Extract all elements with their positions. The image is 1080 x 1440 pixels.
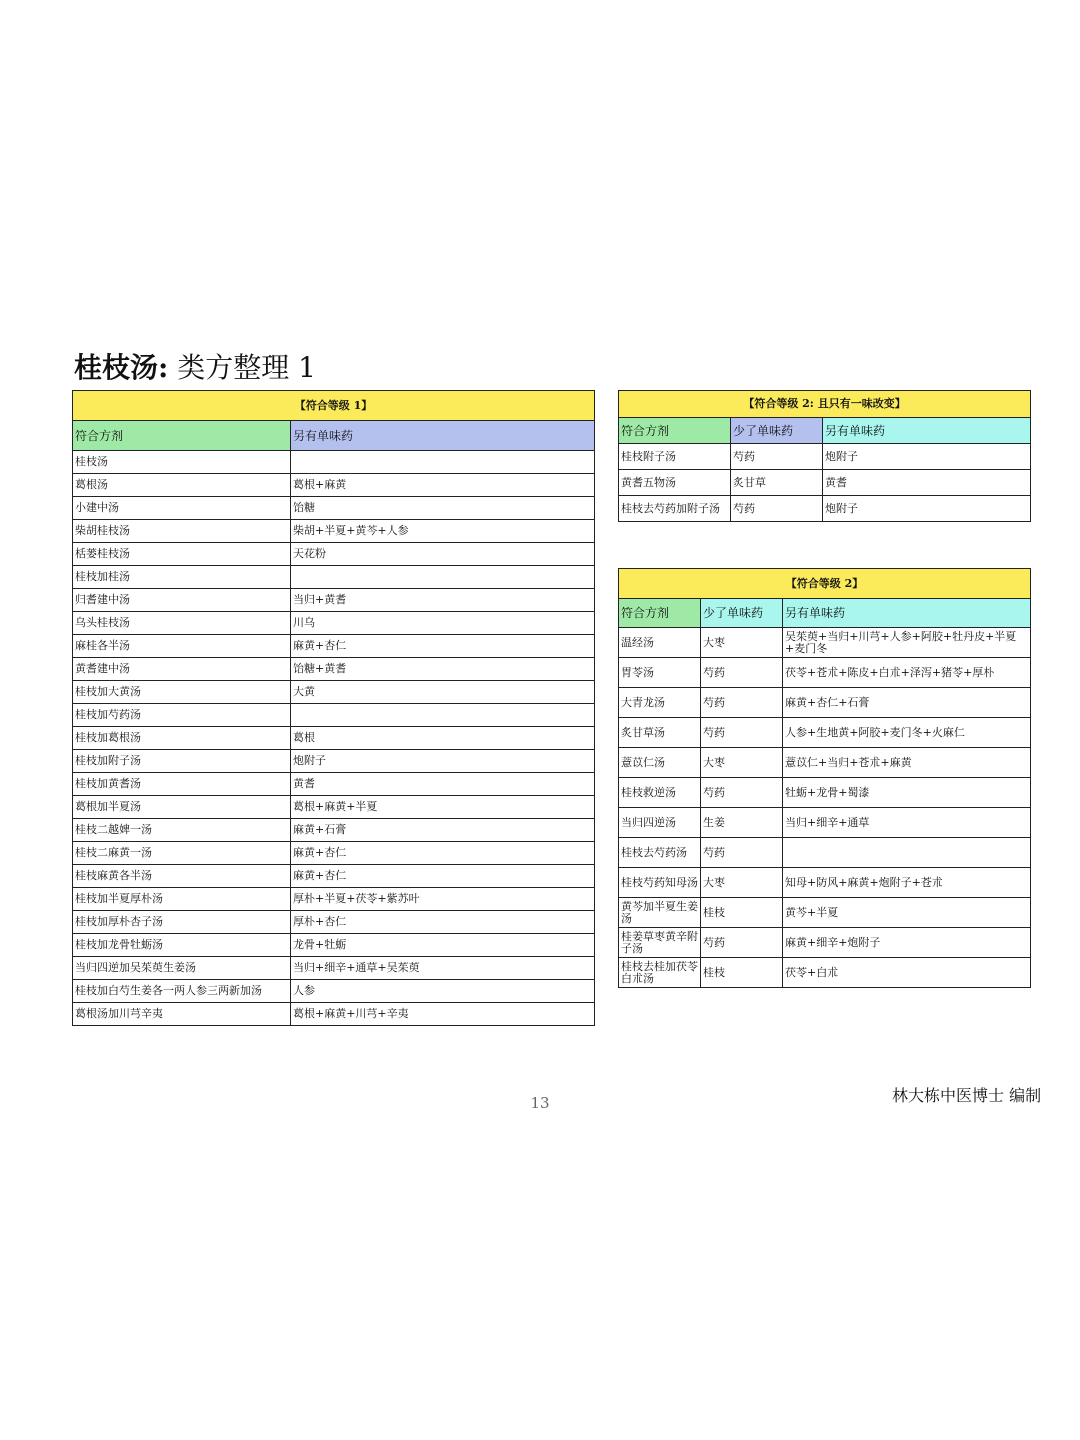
table-row: [73, 727, 595, 750]
table-row: [73, 635, 595, 658]
table-cell: 大黄: [291, 681, 595, 704]
table-row: [73, 796, 595, 819]
table-cell: 厚朴+半夏+茯苓+紫苏叶: [291, 888, 595, 911]
table-row: [619, 868, 1031, 898]
col-header-added-herbs: 另有单味药: [823, 418, 1031, 444]
table-cell: 桂枝加葛根汤: [73, 727, 291, 750]
table-cell: 当归+细辛+通草+吴茱萸: [291, 957, 595, 980]
table-cell: 桂枝: [701, 898, 783, 928]
table-cell: 桂枝加黄耆汤: [73, 773, 291, 796]
table-cell: 桂枝加桂汤: [73, 566, 291, 589]
table-cell: 生姜: [701, 808, 783, 838]
table-cell: 炮附子: [823, 444, 1031, 470]
table-row: [73, 612, 595, 635]
table-grade-2-single-change-banner: 【符合等级 2: 且只有一味改变】: [619, 391, 1031, 418]
table-row: [73, 474, 595, 497]
page-title: [74, 350, 316, 386]
table-grade-1-banner: 【符合等级 1】: [73, 391, 595, 421]
table-row: [619, 808, 1031, 838]
col-header-added-herbs: 另有单味药: [291, 421, 595, 451]
table-cell: 麻黄+细辛+炮附子: [783, 928, 1031, 958]
table-cell: 温经汤: [619, 628, 701, 658]
table-row: [73, 773, 595, 796]
table-cell: 桂枝芍药知母汤: [619, 868, 701, 898]
table-cell: 薏苡仁汤: [619, 748, 701, 778]
table-cell: 葛根加半夏汤: [73, 796, 291, 819]
col-header-formula: 符合方剂: [619, 599, 701, 628]
table-row: [73, 451, 595, 474]
table-cell: [291, 566, 595, 589]
table-cell: 桂枝加芍药汤: [73, 704, 291, 727]
table-cell: 茯苓+白朮: [783, 958, 1031, 988]
table-row: [619, 898, 1031, 928]
table-row: [73, 819, 595, 842]
table-row: [619, 838, 1031, 868]
table-cell: 吴茱萸+当归+川芎+人参+阿胶+牡丹皮+半夏+麦门冬: [783, 628, 1031, 658]
table-cell: 芍药: [701, 778, 783, 808]
table-grade-2: [618, 568, 1031, 988]
table-cell: 桂枝加白芍生姜各一两人参三两新加汤: [73, 980, 291, 1003]
table-row: [73, 980, 595, 1003]
table-row: [73, 911, 595, 934]
table-row: [73, 520, 595, 543]
table-row: [73, 589, 595, 612]
table-cell: [783, 838, 1031, 868]
table-cell: 桂枝二麻黄一汤: [73, 842, 291, 865]
table-cell: 炙甘草: [731, 470, 823, 496]
table-cell: 天花粉: [291, 543, 595, 566]
table-grade-1: [72, 390, 595, 1026]
table-row: [73, 888, 595, 911]
table-grade-2-body: [619, 628, 1031, 988]
table-cell: 芍药: [701, 838, 783, 868]
table-cell: 栝蒌桂枝汤: [73, 543, 291, 566]
table-cell: 桂枝麻黄各半汤: [73, 865, 291, 888]
table-grade-2-single-change: [618, 390, 1031, 522]
table-row: [73, 842, 595, 865]
table-cell: 芍药: [701, 688, 783, 718]
table-row: [619, 444, 1031, 470]
table-row: [619, 688, 1031, 718]
table-row: [73, 865, 595, 888]
table-cell: 人参: [291, 980, 595, 1003]
table-cell: 麻黄+杏仁: [291, 865, 595, 888]
table-grade-2-banner: 【符合等级 2】: [619, 569, 1031, 599]
table-cell: 桂枝去桂加茯苓白朮汤: [619, 958, 701, 988]
table-cell: 桂枝加龙骨牡蛎汤: [73, 934, 291, 957]
table-cell: 柴胡桂枝汤: [73, 520, 291, 543]
col-header-removed-herb: 少了单味药: [731, 418, 823, 444]
table-cell: [291, 451, 595, 474]
table-cell: 大枣: [701, 868, 783, 898]
table-cell: 牡蛎+龙骨+蜀漆: [783, 778, 1031, 808]
table-row: [73, 934, 595, 957]
table-cell: 黄耆: [291, 773, 595, 796]
table-cell: 黄耆: [823, 470, 1031, 496]
table-cell: 芍药: [701, 718, 783, 748]
table-row: [73, 497, 595, 520]
table-cell: 当归四逆加吴茱萸生姜汤: [73, 957, 291, 980]
table-cell: 大青龙汤: [619, 688, 701, 718]
table-cell: 桂枝去芍药汤: [619, 838, 701, 868]
table-cell: 葛根: [291, 727, 595, 750]
table-cell: 黄耆五物汤: [619, 470, 731, 496]
table-cell: 芍药: [731, 444, 823, 470]
page-number: 13: [530, 1094, 550, 1112]
table-cell: 茯苓+苍朮+陈皮+白朮+泽泻+猪苓+厚朴: [783, 658, 1031, 688]
table-cell: 大枣: [701, 748, 783, 778]
table-cell: 厚朴+杏仁: [291, 911, 595, 934]
table-cell: 桂枝汤: [73, 451, 291, 474]
table-cell: 人参+生地黄+阿胶+麦门冬+火麻仁: [783, 718, 1031, 748]
table-cell: 胃苓汤: [619, 658, 701, 688]
table-row: [619, 470, 1031, 496]
table-row: [619, 778, 1031, 808]
table-cell: 黄芩+半夏: [783, 898, 1031, 928]
table-cell: 桂枝加附子汤: [73, 750, 291, 773]
title-rest: 类方整理 1: [168, 351, 316, 384]
table-row: [73, 566, 595, 589]
table-row: [619, 658, 1031, 688]
table-row: [73, 957, 595, 980]
table-cell: 葛根+麻黄: [291, 474, 595, 497]
table-cell: 葛根汤: [73, 474, 291, 497]
table-row: [619, 496, 1031, 522]
table-cell: 芍药: [701, 928, 783, 958]
table-cell: 炮附子: [823, 496, 1031, 522]
table-cell: 薏苡仁+当归+苍朮+麻黄: [783, 748, 1031, 778]
table-cell: 黄耆建中汤: [73, 658, 291, 681]
table-cell: 桂枝附子汤: [619, 444, 731, 470]
col-header-formula: 符合方剂: [73, 421, 291, 451]
title-bold: 桂枝汤:: [74, 351, 169, 384]
table-cell: 当归+细辛+通草: [783, 808, 1031, 838]
table-cell: 饴糖: [291, 497, 595, 520]
table-cell: 龙骨+牡蛎: [291, 934, 595, 957]
col-header-formula: 符合方剂: [619, 418, 731, 444]
table-cell: 葛根汤加川芎辛夷: [73, 1003, 291, 1026]
table-grade-1-body: [73, 451, 595, 1026]
table-cell: 麻桂各半汤: [73, 635, 291, 658]
table-row: [73, 681, 595, 704]
table-cell: 炮附子: [291, 750, 595, 773]
table-cell: 饴糖+黄耆: [291, 658, 595, 681]
table-row: [619, 928, 1031, 958]
table-cell: 柴胡+半夏+黄芩+人参: [291, 520, 595, 543]
table-cell: 桂枝: [701, 958, 783, 988]
table-cell: 大枣: [701, 628, 783, 658]
table-row: [73, 543, 595, 566]
table-cell: 归耆建中汤: [73, 589, 291, 612]
table-cell: 当归四逆汤: [619, 808, 701, 838]
table-cell: 桂枝加厚朴杏子汤: [73, 911, 291, 934]
table-cell: 麻黄+杏仁+石膏: [783, 688, 1031, 718]
table-cell: 桂枝加半夏厚朴汤: [73, 888, 291, 911]
table-cell: 桂枝二越婢一汤: [73, 819, 291, 842]
table-cell: [291, 704, 595, 727]
table-cell: 乌头桂枝汤: [73, 612, 291, 635]
table-cell: 麻黄+杏仁: [291, 842, 595, 865]
table-cell: 葛根+麻黄+川芎+辛夷: [291, 1003, 595, 1026]
table-cell: 芍药: [731, 496, 823, 522]
table-cell: 芍药: [701, 658, 783, 688]
table-cell: 桂枝加大黄汤: [73, 681, 291, 704]
table-row: [73, 704, 595, 727]
table-cell: 葛根+麻黄+半夏: [291, 796, 595, 819]
table-cell: 麻黄+石膏: [291, 819, 595, 842]
table-row: [619, 958, 1031, 988]
col-header-removed-herb: 少了单味药: [701, 599, 783, 628]
table-row: [73, 1003, 595, 1026]
author-credit: 林大栋中医博士 编制: [892, 1086, 1042, 1105]
table-cell: 桂姜草枣黄辛附子汤: [619, 928, 701, 958]
table-row: [619, 628, 1031, 658]
table-grade-2-single-change-body: [619, 444, 1031, 522]
table-cell: 川乌: [291, 612, 595, 635]
col-header-added-herbs: 另有单味药: [783, 599, 1031, 628]
table-cell: 炙甘草汤: [619, 718, 701, 748]
table-cell: 麻黄+杏仁: [291, 635, 595, 658]
table-row: [619, 748, 1031, 778]
table-row: [73, 658, 595, 681]
table-cell: 当归+黄耆: [291, 589, 595, 612]
table-cell: 黄芩加半夏生姜汤: [619, 898, 701, 928]
table-cell: 知母+防风+麻黄+炮附子+苍朮: [783, 868, 1031, 898]
table-cell: 桂枝去芍药加附子汤: [619, 496, 731, 522]
table-cell: 小建中汤: [73, 497, 291, 520]
table-row: [619, 718, 1031, 748]
table-cell: 桂枝救逆汤: [619, 778, 701, 808]
table-row: [73, 750, 595, 773]
